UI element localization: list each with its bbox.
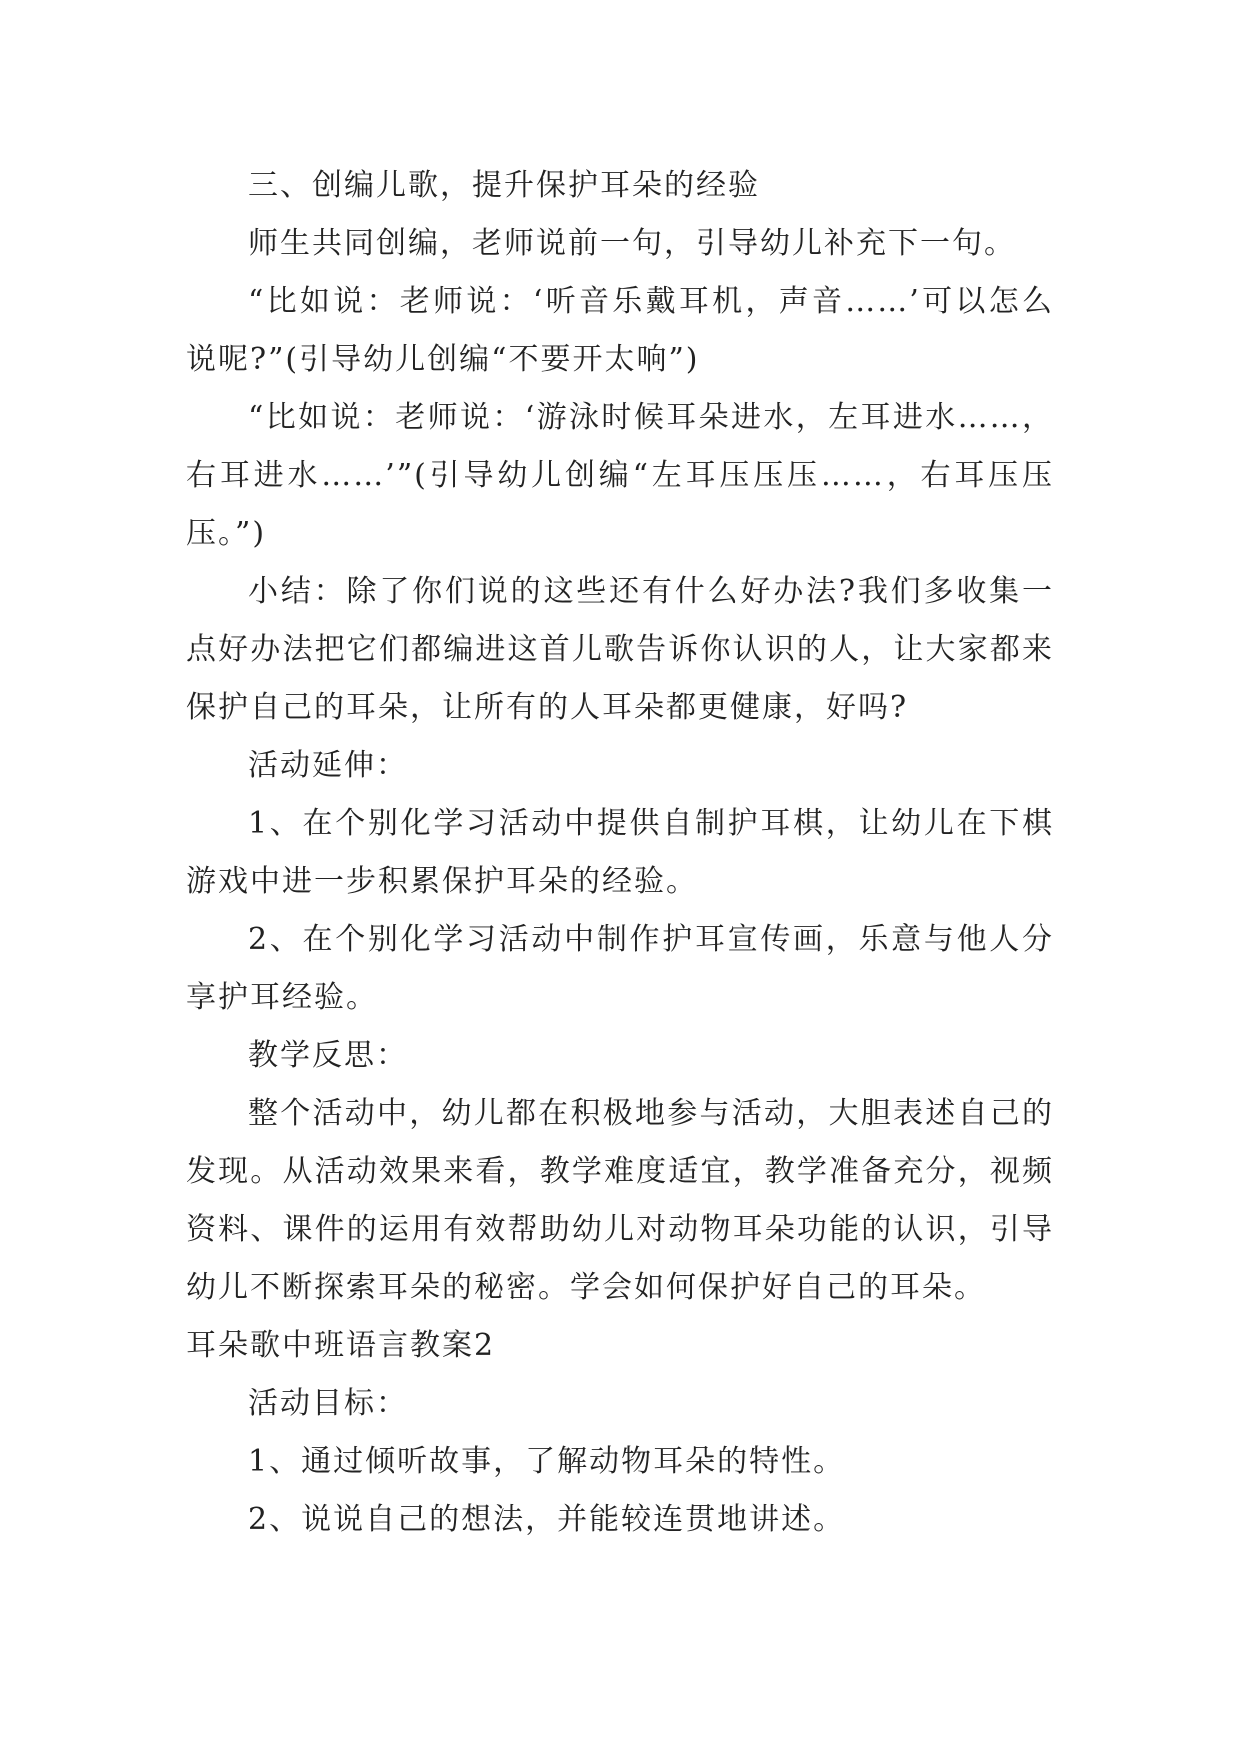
document-body [186, 157, 1054, 1549]
section-heading: 三、创编儿歌，提升保护耳朵的经验 [248, 168, 760, 203]
paragraph: “比如说：老师说：‘听音乐戴耳机，声音……’可以怎么说呢?”(引导幼儿创编“不要开太响”) [186, 284, 1054, 377]
list-item: 2、在个别化学习活动中制作护耳宣传画，乐意与他人分享护耳经验。 [186, 922, 1054, 1015]
paragraph: 整个活动中，幼儿都在积极地参与活动，大胆表述自己的发现。从活动效果来看，教学难度适宜，教学准备充分，视频资料、课件的运用有效帮助幼儿对动物耳朵功能的认识，引导幼儿不断探索耳朵的秘密。学会如何保护好自己的耳朵。 [186, 1096, 1054, 1305]
list-item: 2、说说自己的想法，并能较连贯地讲述。 [248, 1502, 846, 1537]
paragraph: “比如说：老师说：‘游泳时候耳朵进水，左耳进水……，右耳进水……’”(引导幼儿创编“左耳压压压……，右耳压压压。”) [186, 400, 1054, 551]
summary-paragraph: 小结：除了你们说的这些还有什么好办法?我们多收集一点好办法把它们都编进这首儿歌告诉你认识的人，让大家都来保护自己的耳朵，让所有的人耳朵都更健康，好吗? [186, 574, 1054, 725]
paragraph: 师生共同创编，老师说前一句，引导幼儿补充下一句。 [248, 226, 1016, 261]
section-heading: 教学反思： [248, 1038, 408, 1073]
list-item: 1、通过倾听故事，了解动物耳朵的特性。 [248, 1444, 846, 1479]
section-heading: 活动目标： [248, 1386, 408, 1421]
section-heading: 活动延伸： [248, 748, 408, 783]
document-title: 耳朵歌中班语言教案2 [186, 1328, 496, 1363]
list-item: 1、在个别化学习活动中提供自制护耳棋，让幼儿在下棋游戏中进一步积累保护耳朵的经验。 [186, 806, 1054, 899]
